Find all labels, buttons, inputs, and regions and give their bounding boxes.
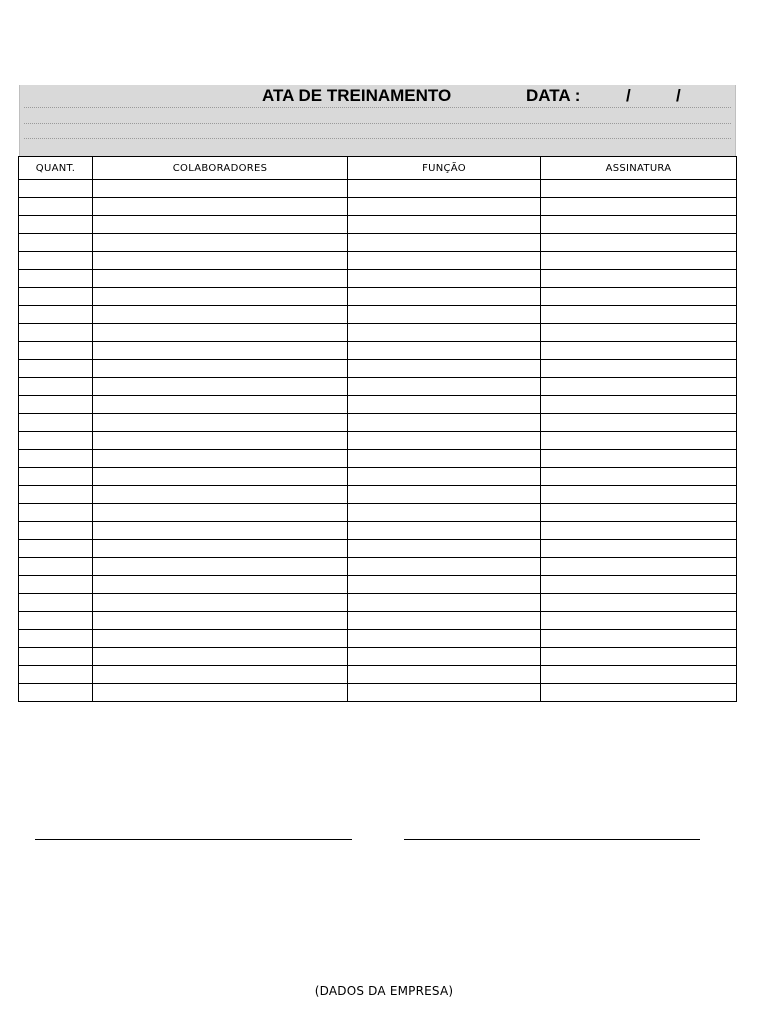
- colaborador-cell[interactable]: [93, 450, 348, 468]
- quant-cell[interactable]: [19, 396, 93, 414]
- table-row: [19, 216, 737, 234]
- assinatura-cell[interactable]: [541, 234, 737, 252]
- quant-cell[interactable]: [19, 504, 93, 522]
- quant-cell[interactable]: [19, 306, 93, 324]
- funcao-cell[interactable]: [348, 594, 541, 612]
- quant-cell[interactable]: [19, 558, 93, 576]
- column-header-quant: QUANT.: [19, 157, 93, 180]
- signature-line-right: [404, 839, 700, 840]
- quant-cell[interactable]: [19, 288, 93, 306]
- funcao-cell[interactable]: [348, 630, 541, 648]
- colaborador-cell[interactable]: [93, 666, 348, 684]
- colaborador-cell[interactable]: [93, 432, 348, 450]
- quant-cell[interactable]: [19, 198, 93, 216]
- assinatura-cell[interactable]: [541, 468, 737, 486]
- quant-cell[interactable]: [19, 378, 93, 396]
- assinatura-cell[interactable]: [541, 360, 737, 378]
- quant-cell[interactable]: [19, 450, 93, 468]
- assinatura-cell[interactable]: [541, 522, 737, 540]
- column-header-colaboradores: COLABORADORES: [93, 157, 348, 180]
- funcao-cell[interactable]: [348, 486, 541, 504]
- quant-cell[interactable]: [19, 342, 93, 360]
- table-row: [19, 648, 737, 666]
- funcao-cell[interactable]: [348, 576, 541, 594]
- quant-cell[interactable]: [19, 630, 93, 648]
- quant-cell[interactable]: [19, 666, 93, 684]
- assinatura-cell[interactable]: [541, 486, 737, 504]
- assinatura-cell[interactable]: [541, 324, 737, 342]
- assinatura-cell[interactable]: [541, 558, 737, 576]
- funcao-cell[interactable]: [348, 288, 541, 306]
- quant-cell[interactable]: [19, 684, 93, 702]
- assinatura-cell[interactable]: [541, 414, 737, 432]
- table-body: [19, 180, 737, 702]
- funcao-cell[interactable]: [348, 324, 541, 342]
- header-divider: [24, 138, 731, 139]
- table-row: [19, 540, 737, 558]
- colaborador-cell[interactable]: [93, 486, 348, 504]
- header-divider: [24, 107, 731, 108]
- funcao-cell[interactable]: [348, 234, 541, 252]
- header-divider: [24, 123, 731, 124]
- quant-cell[interactable]: [19, 360, 93, 378]
- funcao-cell[interactable]: [348, 252, 541, 270]
- funcao-cell[interactable]: [348, 558, 541, 576]
- table-row: [19, 306, 737, 324]
- funcao-cell[interactable]: [348, 414, 541, 432]
- colaborador-cell[interactable]: [93, 630, 348, 648]
- colaborador-cell[interactable]: [93, 324, 348, 342]
- company-data-footer: (DADOS DA EMPRESA): [314, 984, 454, 998]
- colaborador-cell[interactable]: [93, 288, 348, 306]
- colaborador-cell[interactable]: [93, 180, 348, 198]
- funcao-cell[interactable]: [348, 396, 541, 414]
- colaborador-cell[interactable]: [93, 252, 348, 270]
- quant-cell[interactable]: [19, 252, 93, 270]
- assinatura-cell[interactable]: [541, 576, 737, 594]
- colaborador-cell[interactable]: [93, 468, 348, 486]
- table-row: [19, 594, 737, 612]
- quant-cell[interactable]: [19, 540, 93, 558]
- assinatura-cell[interactable]: [541, 612, 737, 630]
- colaborador-cell[interactable]: [93, 558, 348, 576]
- assinatura-cell[interactable]: [541, 180, 737, 198]
- table-row: [19, 342, 737, 360]
- funcao-cell[interactable]: [348, 306, 541, 324]
- quant-cell[interactable]: [19, 522, 93, 540]
- assinatura-cell[interactable]: [541, 288, 737, 306]
- quant-cell[interactable]: [19, 612, 93, 630]
- assinatura-cell[interactable]: [541, 666, 737, 684]
- table-row: [19, 180, 737, 198]
- table-row: [19, 450, 737, 468]
- quant-cell[interactable]: [19, 270, 93, 288]
- table-row: [19, 684, 737, 702]
- funcao-cell[interactable]: [348, 684, 541, 702]
- assinatura-cell[interactable]: [541, 342, 737, 360]
- funcao-cell[interactable]: [348, 468, 541, 486]
- colaborador-cell[interactable]: [93, 198, 348, 216]
- funcao-cell[interactable]: [348, 198, 541, 216]
- assinatura-cell[interactable]: [541, 540, 737, 558]
- date-label: DATA :: [526, 86, 581, 105]
- colaborador-cell[interactable]: [93, 576, 348, 594]
- funcao-cell[interactable]: [348, 378, 541, 396]
- quant-cell[interactable]: [19, 486, 93, 504]
- table-row: [19, 252, 737, 270]
- funcao-cell[interactable]: [348, 432, 541, 450]
- quant-cell[interactable]: [19, 576, 93, 594]
- table-row: [19, 378, 737, 396]
- assinatura-cell[interactable]: [541, 504, 737, 522]
- funcao-cell[interactable]: [348, 648, 541, 666]
- quant-cell[interactable]: [19, 468, 93, 486]
- date-separator: /: [626, 86, 631, 105]
- colaborador-cell[interactable]: [93, 360, 348, 378]
- funcao-cell[interactable]: [348, 504, 541, 522]
- assinatura-cell[interactable]: [541, 396, 737, 414]
- colaborador-cell[interactable]: [93, 396, 348, 414]
- quant-cell[interactable]: [19, 432, 93, 450]
- table-row: [19, 468, 737, 486]
- table-row: [19, 522, 737, 540]
- assinatura-cell[interactable]: [541, 252, 737, 270]
- assinatura-cell[interactable]: [541, 378, 737, 396]
- colaborador-cell[interactable]: [93, 612, 348, 630]
- quant-cell[interactable]: [19, 180, 93, 198]
- funcao-cell[interactable]: [348, 540, 541, 558]
- column-header-assinatura: ASSINATURA: [541, 157, 737, 180]
- colaborador-cell[interactable]: [93, 522, 348, 540]
- column-header-funcao: FUNÇÃO: [348, 157, 541, 180]
- assinatura-cell[interactable]: [541, 432, 737, 450]
- table-row: [19, 234, 737, 252]
- table-row: [19, 432, 737, 450]
- funcao-cell[interactable]: [348, 270, 541, 288]
- funcao-cell[interactable]: [348, 216, 541, 234]
- colaborador-cell[interactable]: [93, 594, 348, 612]
- attendance-table: [18, 156, 737, 702]
- funcao-cell[interactable]: [348, 342, 541, 360]
- colaborador-cell[interactable]: [93, 684, 348, 702]
- quant-cell[interactable]: [19, 594, 93, 612]
- colaborador-cell[interactable]: [93, 342, 348, 360]
- funcao-cell[interactable]: [348, 450, 541, 468]
- table-header-row: [19, 157, 737, 180]
- date-separator: /: [676, 86, 681, 105]
- table-row: [19, 666, 737, 684]
- header-box: [19, 85, 736, 157]
- table-row: [19, 324, 737, 342]
- assinatura-cell[interactable]: [541, 270, 737, 288]
- colaborador-cell[interactable]: [93, 216, 348, 234]
- colaborador-cell[interactable]: [93, 648, 348, 666]
- assinatura-cell[interactable]: [541, 306, 737, 324]
- assinatura-cell[interactable]: [541, 594, 737, 612]
- table-row: [19, 576, 737, 594]
- table-row: [19, 360, 737, 378]
- table-row: [19, 630, 737, 648]
- table-row: [19, 270, 737, 288]
- document-title: ATA DE TREINAMENTO: [262, 86, 452, 105]
- table-row: [19, 486, 737, 504]
- funcao-cell[interactable]: [348, 612, 541, 630]
- colaborador-cell[interactable]: [93, 234, 348, 252]
- table-row: [19, 198, 737, 216]
- colaborador-cell[interactable]: [93, 306, 348, 324]
- assinatura-cell[interactable]: [541, 648, 737, 666]
- assinatura-cell[interactable]: [541, 450, 737, 468]
- funcao-cell[interactable]: [348, 180, 541, 198]
- signature-line-left: [35, 839, 352, 840]
- assinatura-cell[interactable]: [541, 630, 737, 648]
- colaborador-cell[interactable]: [93, 504, 348, 522]
- table-row: [19, 558, 737, 576]
- quant-cell[interactable]: [19, 216, 93, 234]
- colaborador-cell[interactable]: [93, 270, 348, 288]
- funcao-cell[interactable]: [348, 666, 541, 684]
- colaborador-cell[interactable]: [93, 414, 348, 432]
- assinatura-cell[interactable]: [541, 684, 737, 702]
- assinatura-cell[interactable]: [541, 216, 737, 234]
- funcao-cell[interactable]: [348, 360, 541, 378]
- colaborador-cell[interactable]: [93, 540, 348, 558]
- colaborador-cell[interactable]: [93, 378, 348, 396]
- quant-cell[interactable]: [19, 324, 93, 342]
- quant-cell[interactable]: [19, 414, 93, 432]
- table-row: [19, 396, 737, 414]
- table-row: [19, 612, 737, 630]
- assinatura-cell[interactable]: [541, 198, 737, 216]
- quant-cell[interactable]: [19, 234, 93, 252]
- table-row: [19, 414, 737, 432]
- funcao-cell[interactable]: [348, 522, 541, 540]
- quant-cell[interactable]: [19, 648, 93, 666]
- table-row: [19, 288, 737, 306]
- table-row: [19, 504, 737, 522]
